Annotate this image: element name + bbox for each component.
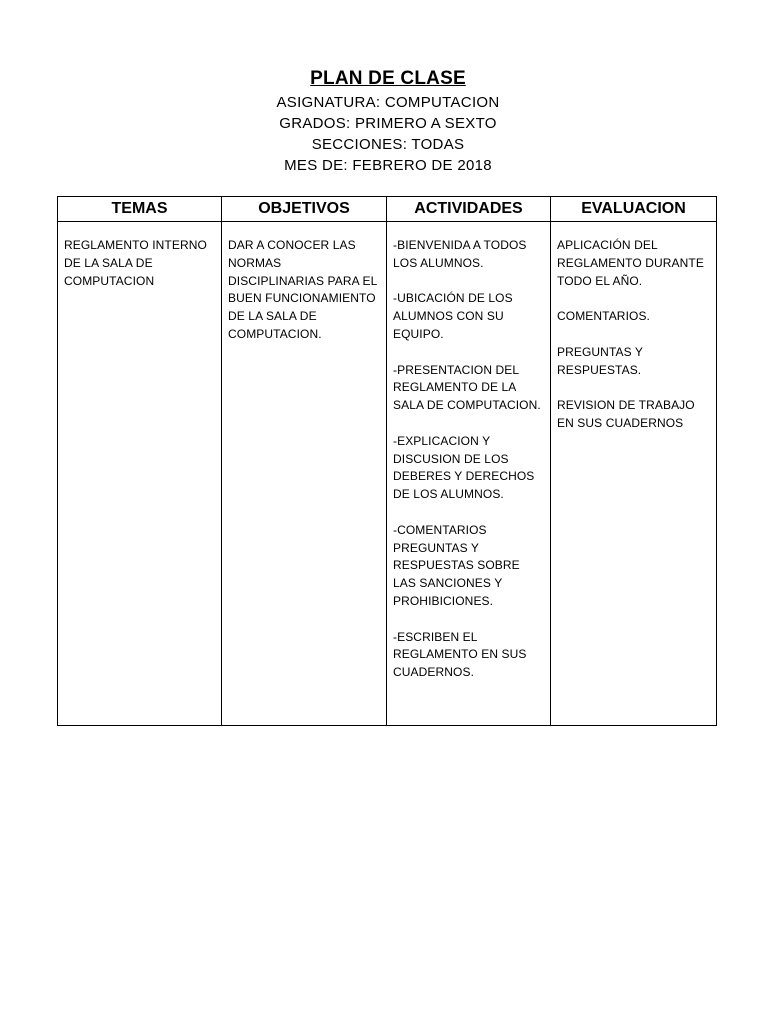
evaluacion-entry: REVISION DE TRABAJO EN SUS CUADERNOS [557,398,695,430]
cell-temas [58,222,222,726]
sections-line: SECCIONES: TODAS [311,136,465,153]
document-header [0,66,768,176]
header-evaluacion: EVALUACION [551,197,717,222]
actividad-entry: -ESCRIBEN EL REGLAMENTO EN SUS CUADERNOS. [393,629,527,680]
tema-entry: REGLAMENTO INTERNO DE LA SALA DE COMPUTACION [64,238,207,288]
grades-line: GRADOS: PRIMERO A SEXTO [279,115,497,132]
cell-actividades [387,222,551,726]
table-row [58,222,717,726]
evaluacion-entry: PREGUNTAS Y RESPUESTAS. [557,344,643,377]
month-line: MES DE: FEBRERO DE 2018 [284,157,492,174]
header-actividades: ACTIVIDADES [387,197,551,222]
header-objetivos: OBJETIVOS [222,197,387,222]
subject-line: ASIGNATURA: COMPUTACION [276,94,500,111]
evaluacion-entry: COMENTARIOS. [557,309,650,324]
table-header-row [58,197,717,222]
actividad-entry: -COMENTARIOS PREGUNTAS Y RESPUESTAS SOBRE LAS SANCIONES Y PROHIBICIONES. [393,522,520,608]
document-title: PLAN DE CLASE [310,68,466,89]
actividad-entry: -BIENVENIDA A TODOS LOS ALUMNOS. [393,238,527,270]
header-temas: TEMAS [58,197,222,222]
lesson-plan-table [57,196,717,726]
actividad-entry: -PRESENTACION DEL REGLAMENTO DE LA SALA DE COMPUTACION. [393,362,541,413]
cell-objetivos [222,222,387,726]
actividad-entry: -EXPLICACION Y DISCUSION DE LOS DEBERES Y DERECHOS DE LOS ALUMNOS. [393,433,535,502]
cell-evaluacion [551,222,717,726]
actividad-entry: -UBICACIÓN DE LOS ALUMNOS CON SU EQUIPO. [393,291,513,341]
objetivo-entry: DAR A CONOCER LAS NORMAS DISCIPLINARIAS PARA EL BUEN FUNCIONAMIENTO DE LA SALA DE COMPUTACION. [228,238,377,341]
evaluacion-entry: APLICACIÓN DEL REGLAMENTO DURANTE TODO EL AÑO. [557,238,704,288]
